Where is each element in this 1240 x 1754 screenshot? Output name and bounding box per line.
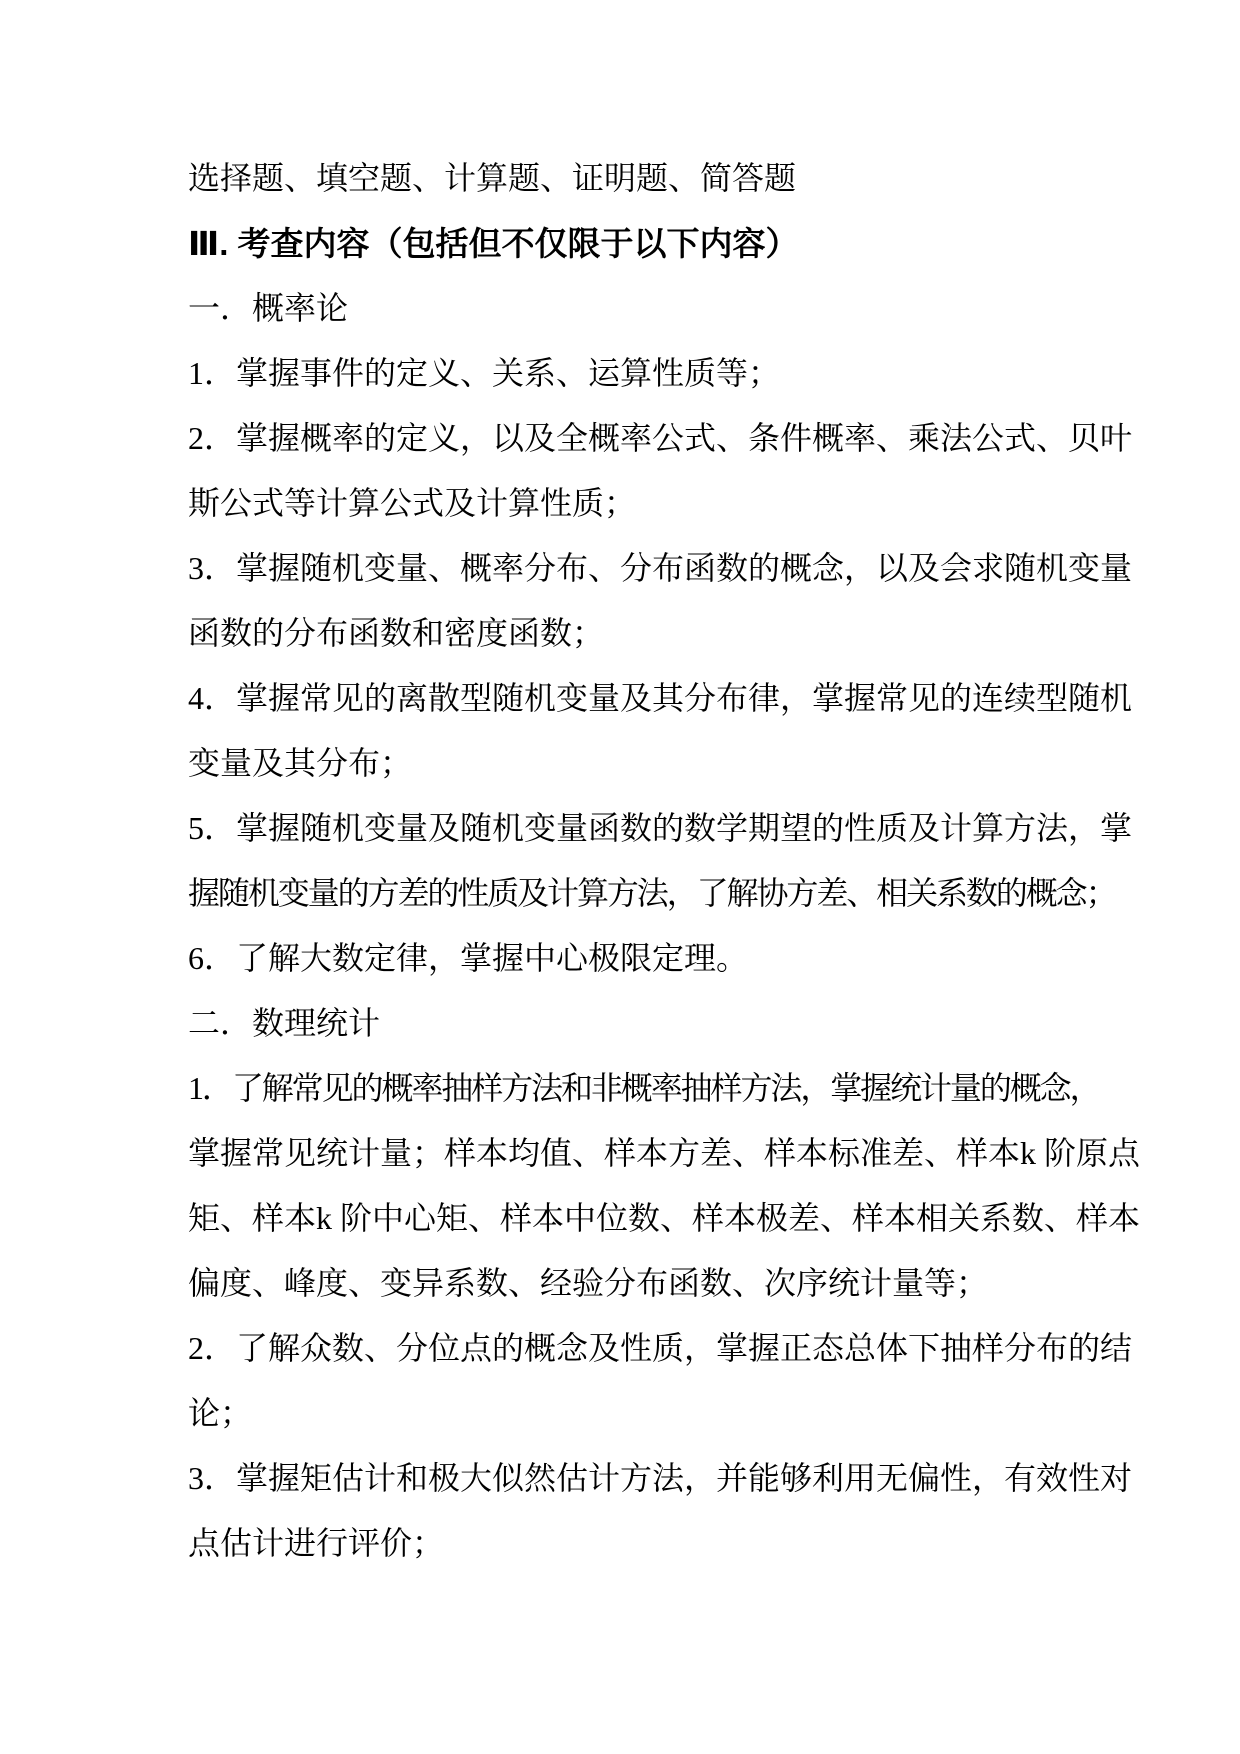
text-line: 二．数理统计: [188, 1005, 381, 1041]
text-line: 变量及其分布；: [188, 745, 413, 781]
text-line: 矩、样本k 阶中心矩、样本中位数、样本极差、样本相关系数、样本: [188, 1200, 1141, 1236]
text-line: 5．掌握随机变量及随机变量函数的数学期望的性质及计算方法，掌: [188, 810, 1133, 846]
text-line: 选择题、填空题、计算题、证明题、简答题: [188, 160, 797, 196]
text-line: 一．概率论: [188, 290, 349, 326]
text-line: 偏度、峰度、变异系数、经验分布函数、次序统计量等；: [188, 1265, 989, 1301]
document-content: [188, 146, 1180, 1576]
text-line: 函数的分布函数和密度函数；: [188, 615, 605, 651]
text-line: 握随机变量的方差的性质及计算方法，了解协方差、相关系数的概念；: [188, 875, 1116, 911]
section-heading: Ⅲ. 考查内容（包括但不仅限于以下内容）: [188, 225, 799, 262]
text-line: 1．掌握事件的定义、关系、运算性质等；: [188, 355, 781, 391]
text-line: 2．掌握概率的定义，以及全概率公式、条件概率、乘法公式、贝叶: [188, 420, 1133, 456]
text-line: 3．掌握矩估计和极大似然估计方法，并能够利用无偏性，有效性对: [188, 1460, 1133, 1496]
text-line: 1．了解常见的概率抽样方法和非概率抽样方法，掌握统计量的概念，: [188, 1070, 1100, 1106]
text-line: 3．掌握随机变量、概率分布、分布函数的概念，以及会求随机变量: [188, 550, 1133, 586]
text-line: 论；: [188, 1395, 253, 1431]
text-line: 6．了解大数定律，掌握中心极限定理。: [188, 940, 749, 976]
text-line: 点估计进行评价；: [188, 1525, 445, 1561]
text-line: 4．掌握常见的离散型随机变量及其分布律，掌握常见的连续型随机: [188, 680, 1133, 716]
text-line: 2．了解众数、分位点的概念及性质，掌握正态总体下抽样分布的结: [188, 1330, 1133, 1366]
text-line: 掌握常见统计量；样本均值、样本方差、样本标准差、样本k 阶原点: [188, 1135, 1141, 1171]
text-line: 斯公式等计算公式及计算性质；: [188, 485, 637, 521]
